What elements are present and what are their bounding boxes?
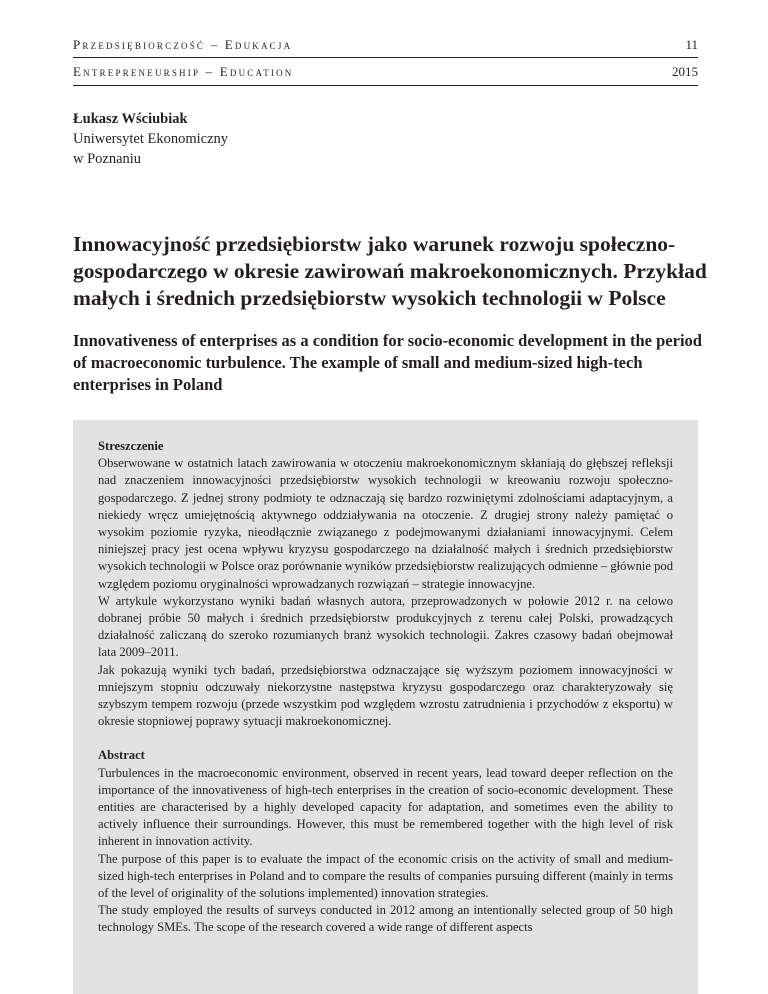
abstract-heading: Abstract xyxy=(98,748,145,763)
journal-header-english xyxy=(73,64,698,80)
publication-year: 2015 xyxy=(672,64,698,79)
streszczenie-heading: Streszczenie xyxy=(98,439,164,453)
abstract-paragraph: The study employed the results of surveys conducted in 2012 among an intentionally selected group of 50 high technology SMEs. The scope of the research covered a wide range of different aspects xyxy=(98,903,673,935)
streszczenie-paragraph: W artykule wykorzystano wyniki badań własnych autora, przeprowadzonych w połowie 2012 r. na celowo dobranej próbie 50 małych i średnich przedsiębiorstw produkcyjnych z terenu całej Polski, prowadzących działalność zaliczaną do szeroko rozumianych branż wysokich technologii. Zakres czasowy badań obejmował lata 2009–2011. xyxy=(98,593,673,660)
header-rule-bottom xyxy=(73,85,698,86)
abstract-box xyxy=(73,420,698,994)
author-affiliation: Uniwersytet Ekonomiczny xyxy=(73,131,229,147)
author-block xyxy=(73,109,228,169)
article-title-polish: Innowacyjność przedsiębiorstw jako warunek rozwoju społeczno-gospodarczego w okresie zawirowań makroekonomicznych. Przykład małych i średnich przedsiębiorstw wysokich technologii w Polsce xyxy=(73,232,707,310)
abstract-paragraph: The purpose of this paper is to evaluate the impact of the economic crisis on the activity of small and medium-sized high-tech enterprises in Poland and to compare the results of companies pursuing different (mainly in terms of the level of originality of the solutions implemented) innovation strategies. xyxy=(98,851,673,901)
abstract-paragraph: Turbulences in the macroeconomic environment, observed in recent years, lead toward deeper reflection on the importance of the innovativeness of high-tech enterprises in the creation of socio-economic development. These entities are characterised by a highly developed capacity for adaptation, and sometimes even the ability to actively influence their surroundings. However, this must be remembered together with the high level of risk inherent in innovation activity. xyxy=(98,765,673,849)
journal-header-polish xyxy=(73,37,698,53)
journal-name-english: Entrepreneurship – Education xyxy=(73,64,294,79)
journal-name-polish: Przedsiębiorczość – Edukacja xyxy=(73,37,293,52)
author-name: Łukasz Wściubiak xyxy=(73,111,188,127)
author-affiliation-city: w Poznaniu xyxy=(73,151,142,167)
volume-number: 11 xyxy=(685,37,698,52)
header-rule-top xyxy=(73,57,698,58)
streszczenie-paragraph: Jak pokazują wyniki tych badań, przedsiębiorstwa odznaczające się wyższym poziomem innowacyjności w mniejszym stopniu odczuwały niekorzystne następstwa kryzysu gospodarczego oraz charakteryzowały się szybszym tempem rozwoju (przede wszystkim pod względem wzrostu zatrudnienia i przychodów z eksportu) w okresie stopniowej poprawy sytuacji makroekonomicznej. xyxy=(98,662,673,729)
streszczenie-paragraph: Obserwowane w ostatnich latach zawirowania w otoczeniu makroekonomicznym skłaniają do głębszej refleksji nad znaczeniem innowacyjności przedsiębiorstw wysokich technologii w kreowaniu rozwoju społeczno-gospodarczego. Z jednej strony podmioty te odznaczają się bardzo rozwiniętymi zdolnościami adaptacyjnym, a niekiedy wręcz umiejętnością aktywnego oddziaływania na otoczenie. Z drugiej strony należy pamiętać o wysokim poziomie ryzyka, nieodłącznie związanego z podejmowanymi działaniami innowacyjnymi. Celem niniejszej pracy jest ocena wpływu kryzysu gospodarczego na działalność małych i średnich przedsiębiorstw wysokich technologii w Polsce oraz porównanie wyników przedsiębiorstw realizujących odmienne – głównie pod względem poziomu oryginalności wprowadzanych rozwiązań – strategie innowacyjne. xyxy=(98,456,673,591)
article-title-english: Innovativeness of enterprises as a condition for socio-economic development in the period of macroeconomic turbulence. The example of small and medium-sized high-tech enterprises in Poland xyxy=(73,331,702,394)
